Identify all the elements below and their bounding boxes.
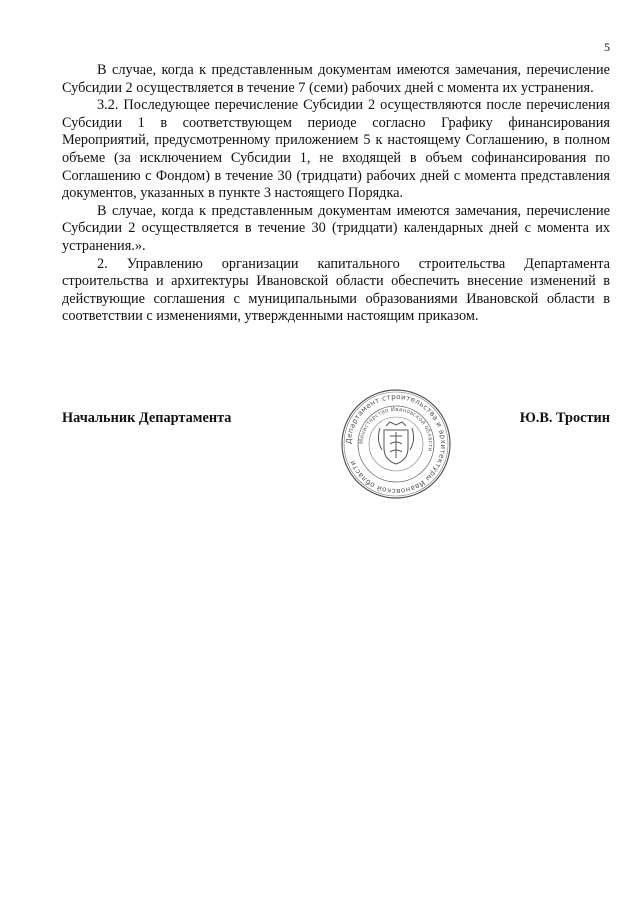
seal-outer-text: Департамент строительства и архитектуры Ивановской области	[343, 391, 449, 497]
page-number: 5	[604, 40, 610, 54]
seal-inner-text: Министерство Ивановской области	[358, 406, 434, 452]
paragraph: 2. Управлению организации капитального строительства Департамента строительства и архитектуры Ивановской области обеспечить внесение изменений в действующие соглашения с муниципальными образованиями Ивановской области в соответствии с изменениями, утвержденными настоящим приказом.	[62, 255, 610, 325]
document-body	[62, 62, 610, 326]
paragraph: 3.2. Последующее перечисление Субсидии 2 осуществляются после перечисления Субсидии 1 в соответствующем периоде согласно Графику финансирования Мероприятий, предусмотренному приложением 5 к настоящему Соглашению, в полном объеме (за исключением Субсидии 1, не входящей в объем софинансирования по Соглашению с Фондом) в течение 30 (тридцати) рабочих дней с момента представления документов, указанных в пункте 3 настоящего Порядка.	[62, 97, 610, 202]
signature-block	[62, 410, 610, 430]
signature-name: Ю.В. Тростин	[519, 410, 610, 426]
paragraph: В случае, когда к представленным документам имеются замечания, перечисление Субсидии 2 осуществляется в течение 30 (тридцати) календарных дней с момента их устранения.».	[62, 202, 610, 254]
official-seal-icon	[340, 388, 452, 500]
signature-title: Начальник Департамента	[62, 410, 232, 426]
paragraph: В случае, когда к представленным документам имеются замечания, перечисление Субсидии 2 осуществляется в течение 7 (семи) рабочих дней с момента их устранения.	[62, 62, 610, 96]
